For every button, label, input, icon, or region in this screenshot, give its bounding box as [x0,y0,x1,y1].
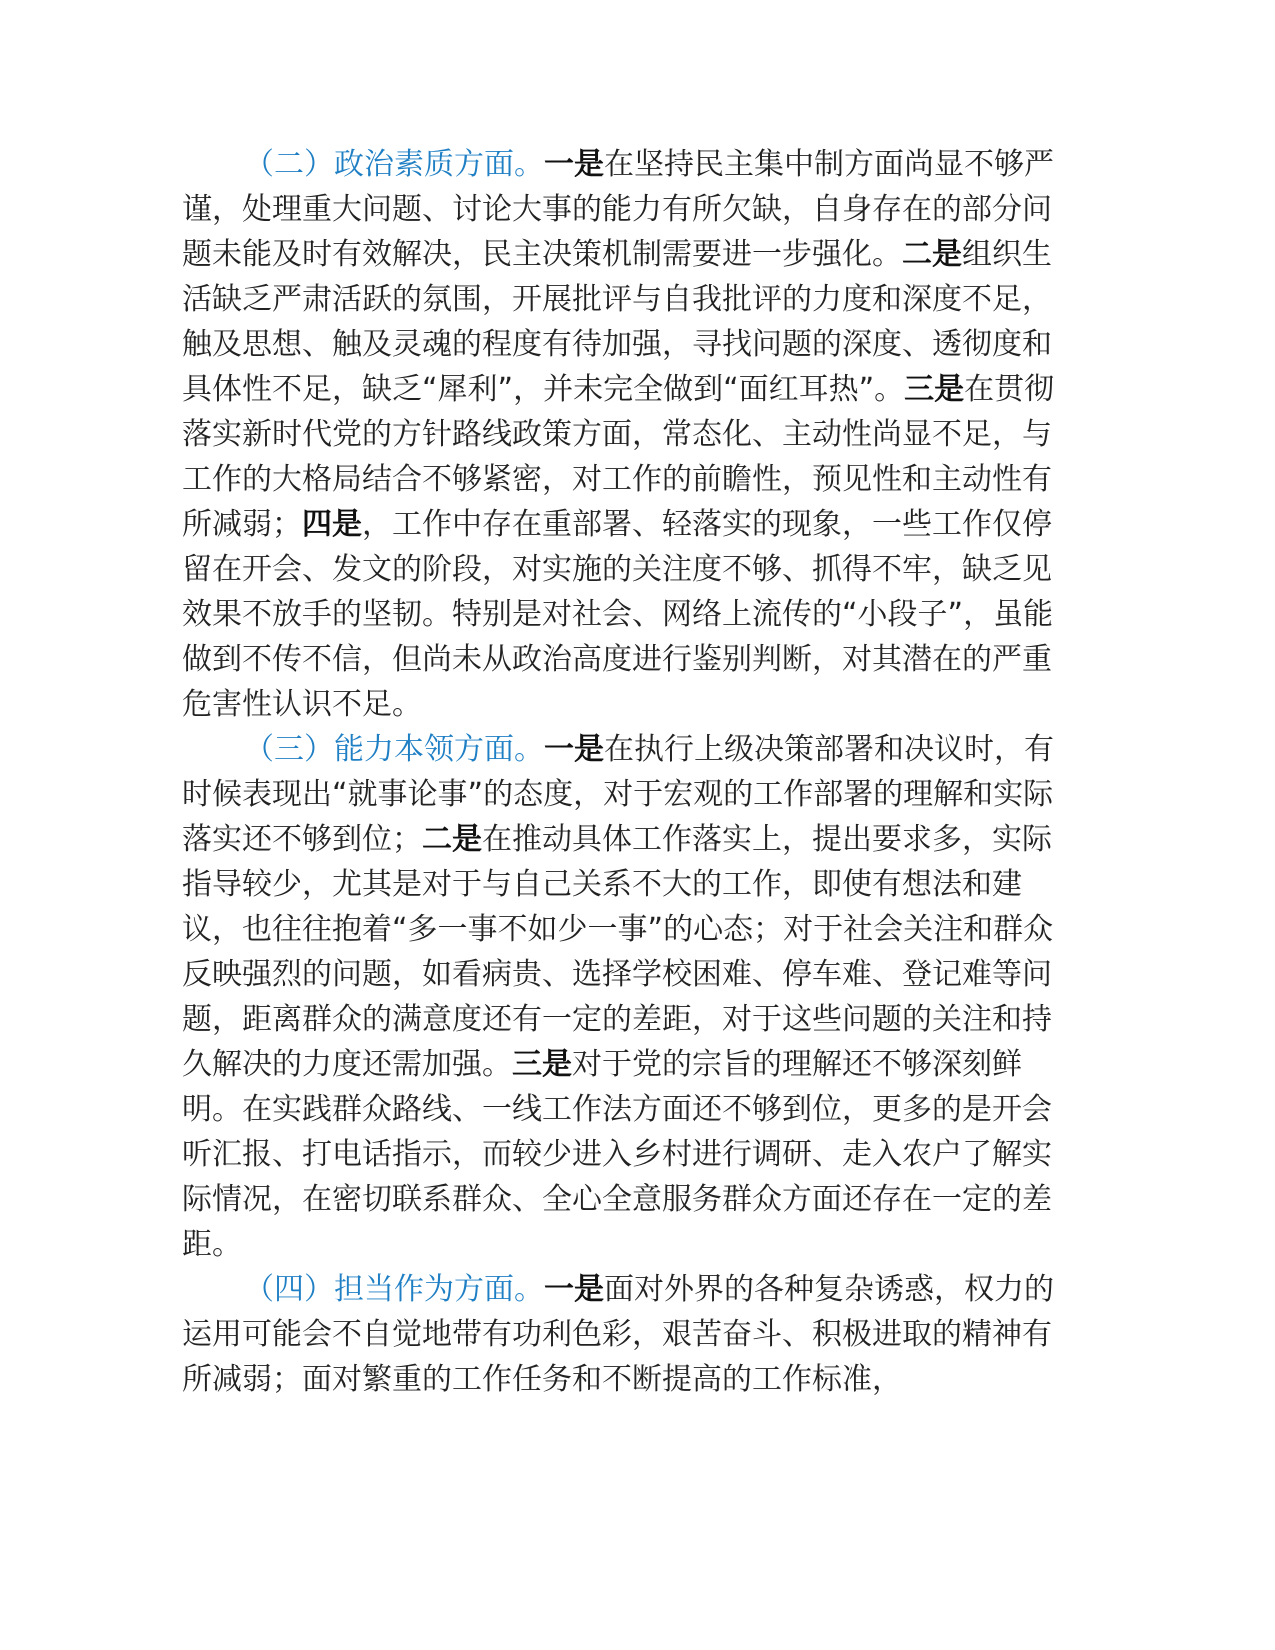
section-heading: （四）担当作为方面。 [244,1272,544,1307]
section-ability [182,727,1067,1267]
section-heading: （三）能力本领方面。 [244,732,544,767]
point-text: 在推动具体工作落实上，提出要求多，实际指导较少，尤其是对于与自己关系不大的工作，即使有想法和建议，也往往抱着“多一事不如少一事”的心态；对于社会关注和群众反映强烈的问题，如看病贵、选择学校困难、停车难、登记难等问题，距离群众的满意度还有一定的差距，对于这些问题的关注和持久解决的力度还需加强。 [182,822,1054,1082]
point-text: 组织生活缺乏严肃活跃的氛围，开展批评与自我批评的力度和深度不足，触及思想、触及灵魂的程度有待加强，寻找问题的深度、透彻度和具体性不足，缺乏“犀利”，并未完全做到“面红耳热”。 [182,237,1052,407]
point-marker: 四是 [302,507,362,542]
point-marker: 三是 [512,1047,572,1082]
point-text: 面对外界的各种复杂诱惑，权力的运用可能会不自觉地带有功利色彩，艰苦奋斗、积极进取的精神有所减弱；面对繁重的工作任务和不断提高的工作标准， [182,1272,1054,1397]
point-text: 在执行上级决策部署和决议时，有时候表现出“就事论事”的态度，对于宏观的工作部署的理解和实际落实还不够到位； [182,732,1054,857]
point-marker: 一是 [544,147,604,182]
document-page [182,142,1067,1402]
point-text: 在坚持民主集中制方面尚显不够严谨，处理重大问题、讨论大事的能力有所欠缺，自身存在的部分问题未能及时有效解决，民主决策机制需要进一步强化。 [182,147,1054,272]
section-political-quality [182,142,1067,727]
point-marker: 一是 [544,1272,604,1307]
point-text: 对于党的宗旨的理解还不够深刻鲜明。在实践群众路线、一线工作法方面还不够到位，更多的是开会听汇报、打电话指示，而较少进入乡村进行调研、走入农户了解实际情况，在密切联系群众、全心全意服务群众方面还存在一定的差距。 [182,1047,1052,1262]
section-responsibility [182,1267,1067,1402]
point-text: 在贯彻落实新时代党的方针路线政策方面，常态化、主动性尚显不足，与工作的大格局结合不够紧密，对工作的前瞻性，预见性和主动性有所减弱； [182,372,1055,542]
point-marker: 二是 [902,237,962,272]
point-marker: 二是 [422,822,482,857]
point-marker: 一是 [544,732,604,767]
point-marker: 三是 [904,372,965,407]
point-text: ，工作中存在重部署、轻落实的现象，一些工作仅停留在开会、发文的阶段，对实施的关注度不够、抓得不牢，缺乏见效果不放手的坚韧。特别是对社会、网络上流传的“小段子”，虽能做到不传不信，但尚未从政治高度进行鉴别判断，对其潜在的严重危害性认识不足。 [182,507,1054,722]
section-heading: （二）政治素质方面。 [244,147,544,182]
